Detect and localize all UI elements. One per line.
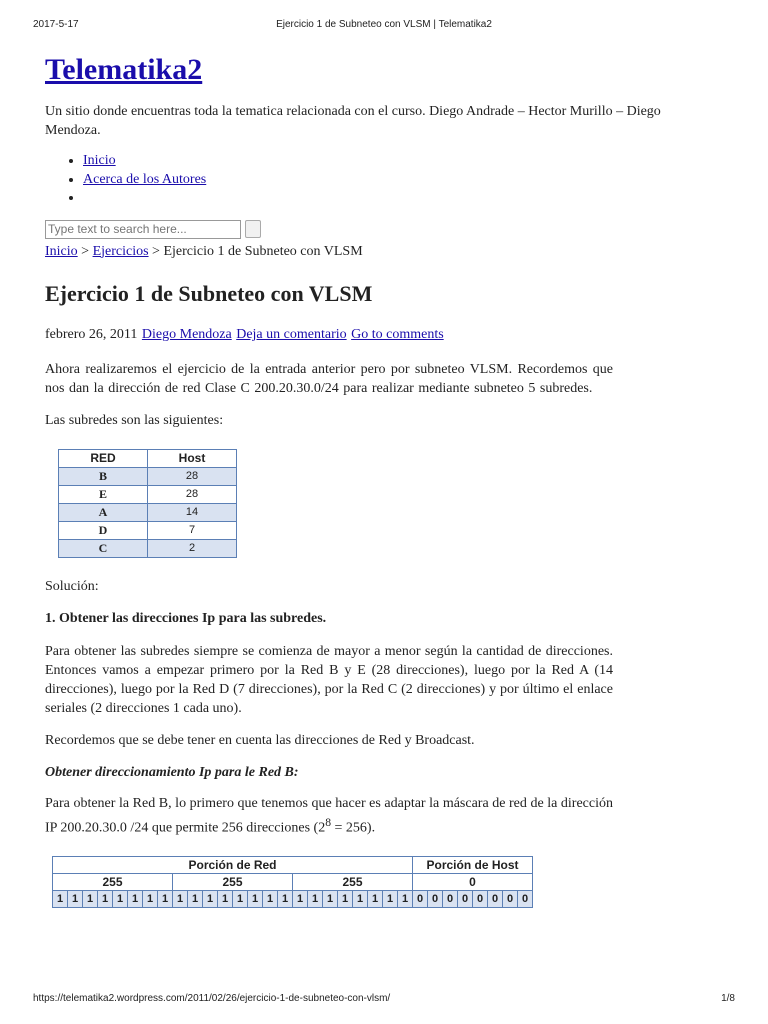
cell-red: E: [59, 485, 148, 503]
table-header-row: [59, 449, 237, 467]
bit-cell: 1: [113, 890, 128, 907]
host-portion-header: Porción de Host: [413, 856, 533, 873]
bit-cell: 0: [413, 890, 428, 907]
bit-cell: 1: [248, 890, 263, 907]
cell-host: 14: [148, 503, 237, 521]
site-tagline: Un sitio donde encuentras toda la tematica relacionada con el curso. Diego Andrade – Hector Murillo – Diego Mendoza.: [45, 104, 661, 138]
breadcrumb-separator: >: [81, 243, 90, 259]
cell-red: A: [59, 503, 148, 521]
cell-red: C: [59, 539, 148, 557]
solution-label: Solución:: [45, 578, 99, 594]
mask-bit-row: [53, 890, 533, 907]
red-b-exponent: 8: [325, 815, 332, 829]
cell-host: 7: [148, 521, 237, 539]
bit-cell: 1: [353, 890, 368, 907]
bit-cell: 0: [428, 890, 443, 907]
red-b-heading: Obtener direccionamiento Ip para le Red B:: [45, 764, 299, 780]
search-form: [45, 220, 613, 239]
table-row: [59, 467, 237, 485]
red-b-text-part1: Para obtener la Red B, lo primero que tenemos que hacer es adaptar la máscara de red de la dirección IP 200.20.30.0 /24 que permite 256 direcciones (2: [45, 795, 613, 836]
nav-item-empty: [83, 189, 613, 208]
post-date: febrero 26, 2011: [45, 326, 138, 342]
cell-red: D: [59, 521, 148, 539]
step1-heading: 1. Obtener las direcciones Ip para las subredes.: [45, 610, 327, 626]
bit-cell: 1: [233, 890, 248, 907]
subnet-mask-table: [52, 856, 533, 908]
mask-portion-row: [53, 856, 533, 873]
bit-cell: 1: [308, 890, 323, 907]
bit-cell: 1: [338, 890, 353, 907]
bit-cell: 0: [473, 890, 488, 907]
nav-link-autores[interactable]: Acerca de los Autores: [83, 171, 207, 187]
post-intro: Ahora realizaremos el ejercicio de la entrada anterior pero por subneteo VLSM. Recordemos que nos dan la dirección de red Clase C 200.20.30.0/24 para realizar mediante subneteo 5 subredes.: [45, 361, 613, 396]
table-row: [59, 485, 237, 503]
reminder-text: Recordemos que se debe tener en cuenta las direcciones de Red y Broadcast.: [45, 732, 475, 748]
page-content: [45, 52, 661, 908]
bit-cell: 1: [68, 890, 83, 907]
cell-host: 28: [148, 485, 237, 503]
red-b-text: [45, 794, 613, 838]
breadcrumb-current: Ejercicio 1 de Subneteo con VLSM: [163, 243, 363, 259]
leave-comment-link[interactable]: Deja un comentario: [236, 326, 347, 342]
bit-cell: 1: [368, 890, 383, 907]
column-header-host: Host: [148, 449, 237, 467]
bit-cell: 1: [83, 890, 98, 907]
print-page-title: Ejercicio 1 de Subneteo con VLSM | Telematika2: [276, 19, 492, 30]
column-header-red: RED: [59, 449, 148, 467]
post-meta: [45, 325, 613, 344]
go-to-comments-link[interactable]: Go to comments: [351, 326, 444, 342]
step1-text: Para obtener las subredes siempre se comienza de mayor a menor según la cantidad de direcciones. Entonces vamos a empezar primero por la Red B y E (28 direcciones), luego por la Red A (14 direcciones), luego por la Red D (7 direcciones), por la Red C (2 direcciones) y por último el enlace seriales (2 direcciones 1 cada uno).: [45, 643, 613, 716]
nav-item-inicio: [83, 152, 613, 171]
bit-cell: 0: [488, 890, 503, 907]
octet-cell: 0: [413, 873, 533, 890]
bit-cell: 1: [128, 890, 143, 907]
table-row: [59, 521, 237, 539]
bit-cell: 1: [278, 890, 293, 907]
octet-cell: 255: [53, 873, 173, 890]
post-title: Ejercicio 1 de Subneteo con VLSM: [45, 280, 373, 306]
octet-cell: 255: [173, 873, 293, 890]
breadcrumb-separator: >: [152, 243, 160, 259]
search-button[interactable]: [245, 220, 261, 238]
octet-cell: 255: [293, 873, 413, 890]
nav-link-inicio[interactable]: Inicio: [83, 153, 116, 168]
search-input[interactable]: [45, 220, 241, 239]
post-author-link[interactable]: Diego Mendoza: [141, 326, 232, 342]
table-row: [59, 539, 237, 557]
bit-cell: 1: [203, 890, 218, 907]
red-b-text-part2: = 256).: [331, 820, 376, 836]
network-portion-header: Porción de Red: [53, 856, 413, 873]
mask-octet-row: [53, 873, 533, 890]
bit-cell: 1: [383, 890, 398, 907]
site-title: [45, 52, 613, 88]
bit-cell: 0: [443, 890, 458, 907]
nav-item-autores: [83, 171, 613, 190]
print-page-number: 1/8: [721, 993, 735, 1004]
bit-cell: 1: [158, 890, 173, 907]
site-title-link[interactable]: Telematika2: [45, 53, 203, 86]
bit-cell: 1: [398, 890, 413, 907]
bit-cell: 0: [458, 890, 473, 907]
print-url: https://telematika2.wordpress.com/2011/02/26/ejercicio-1-de-subneteo-con-vlsm/: [33, 993, 391, 1004]
cell-red: B: [59, 467, 148, 485]
bit-cell: 1: [173, 890, 188, 907]
bit-cell: 1: [293, 890, 308, 907]
table-row: [59, 503, 237, 521]
breadcrumb-home[interactable]: Inicio: [45, 243, 78, 259]
bit-cell: 0: [518, 890, 533, 907]
bit-cell: 1: [188, 890, 203, 907]
bit-cell: 1: [218, 890, 233, 907]
bit-cell: 1: [323, 890, 338, 907]
bit-cell: 1: [98, 890, 113, 907]
breadcrumb: [45, 242, 613, 261]
bit-cell: 1: [263, 890, 278, 907]
bit-cell: 1: [53, 890, 68, 907]
subnet-hosts-table: [58, 449, 237, 558]
cell-host: 28: [148, 467, 237, 485]
bit-cell: 0: [503, 890, 518, 907]
print-date: 2017-5-17: [33, 19, 79, 30]
main-nav: [45, 152, 613, 208]
subnets-intro: Las subredes son las siguientes:: [45, 412, 224, 428]
cell-host: 2: [148, 539, 237, 557]
breadcrumb-category[interactable]: Ejercicios: [92, 243, 149, 259]
bit-cell: 1: [143, 890, 158, 907]
